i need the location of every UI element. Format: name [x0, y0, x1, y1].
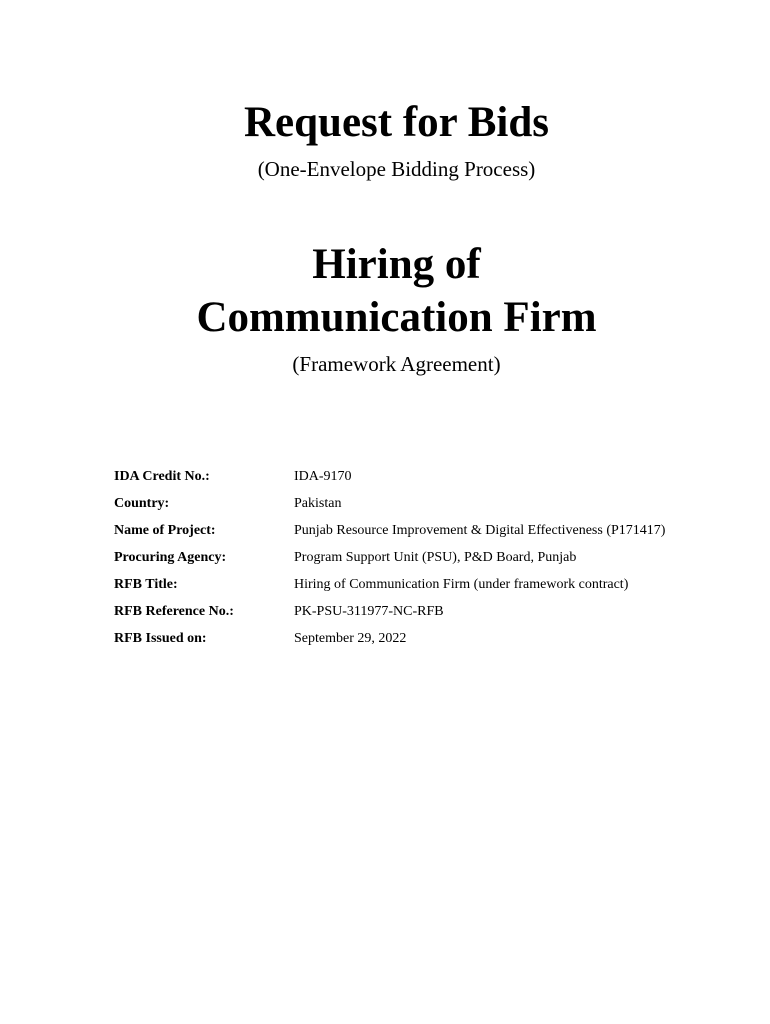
- detail-value: Punjab Resource Improvement & Digital Effectiveness (P171417): [294, 523, 666, 538]
- detail-row-procuring-agency: [114, 544, 734, 571]
- detail-label: Procuring Agency:: [114, 550, 227, 565]
- detail-label: Name of Project:: [114, 523, 216, 538]
- detail-row-rfb-reference: [114, 598, 734, 625]
- detail-value: PK-PSU-311977-NC-RFB: [294, 604, 444, 619]
- detail-value: Program Support Unit (PSU), P&D Board, Punjab: [294, 550, 577, 565]
- detail-row-project-name: [114, 517, 734, 544]
- detail-label: RFB Title:: [114, 577, 178, 592]
- detail-row-issued-on: [114, 625, 734, 652]
- document-title: Request for Bids: [243, 99, 549, 146]
- details-table: [114, 463, 734, 652]
- detail-value: Pakistan: [294, 496, 342, 511]
- detail-value: Hiring of Communication Firm (under framework contract): [294, 577, 629, 592]
- project-title: [0, 238, 770, 344]
- detail-value: IDA-9170: [294, 469, 352, 484]
- detail-label: Country:: [114, 496, 170, 511]
- detail-label: RFB Reference No.:: [114, 604, 234, 619]
- project-title-line-1: Hiring of: [312, 241, 481, 288]
- detail-value: September 29, 2022: [294, 631, 407, 646]
- detail-row-credit-no: [114, 463, 734, 490]
- detail-row-country: [114, 490, 734, 517]
- project-title-line-2: Communication Firm: [196, 294, 597, 341]
- document-subtitle: (One-Envelope Bidding Process): [257, 157, 536, 181]
- detail-label: IDA Credit No.:: [114, 469, 210, 484]
- project-subtitle: (Framework Agreement): [292, 352, 501, 376]
- detail-row-rfb-title: [114, 571, 734, 598]
- detail-label: RFB Issued on:: [114, 631, 207, 646]
